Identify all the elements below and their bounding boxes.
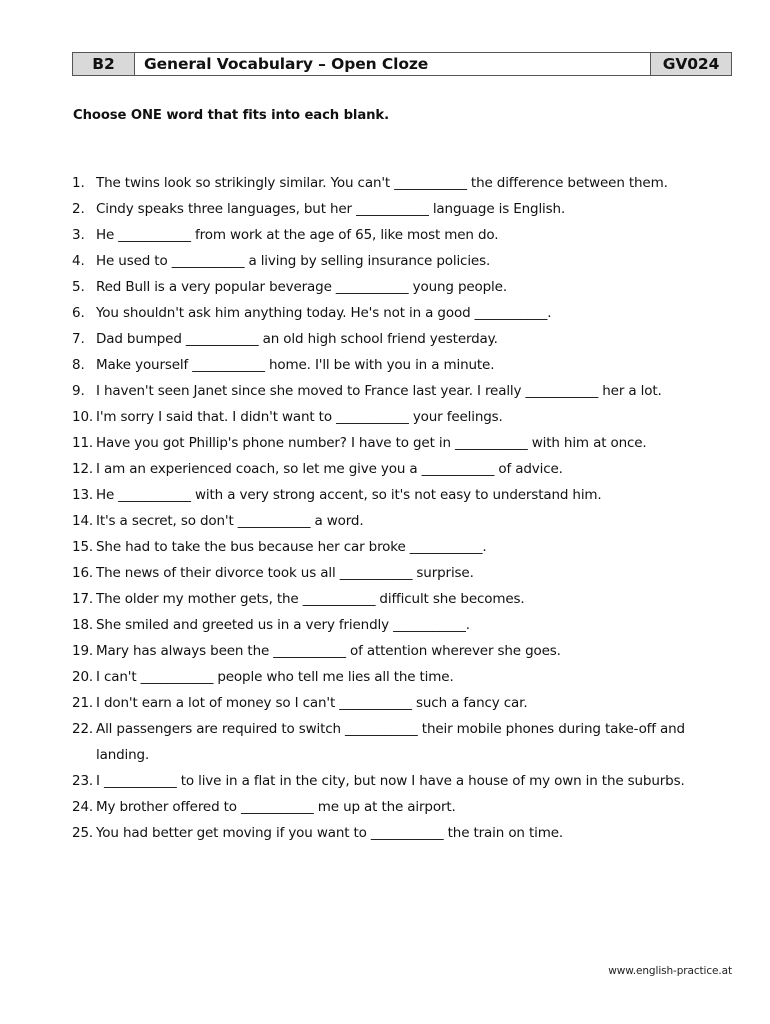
item-sentence: He used to ___________ a living by selling insurance policies.: [96, 253, 491, 269]
item-number: 16.: [72, 565, 94, 581]
level-cell: B2: [73, 53, 135, 75]
item-sentence: You had better get moving if you want to ___________ the train on time.: [96, 825, 564, 841]
worksheet-code: GV024: [651, 53, 731, 75]
item-number: 17.: [72, 591, 94, 607]
item-sentence: I am an experienced coach, so let me give you a ___________ of advice.: [96, 461, 563, 477]
item-number: 15.: [72, 539, 94, 555]
item-number: 10.: [72, 409, 94, 425]
footer-url: www.english-practice.at: [608, 965, 732, 977]
exercise-item: [72, 326, 732, 352]
exercise-item: [72, 300, 732, 326]
instruction-text: Choose ONE word that fits into each blank.: [73, 108, 390, 123]
item-number: 11.: [72, 435, 94, 451]
item-number: 8.: [72, 357, 85, 373]
exercise-item: [72, 352, 732, 378]
item-sentence: I can't ___________ people who tell me lies all the time.: [96, 669, 454, 685]
item-number: 19.: [72, 643, 94, 659]
item-sentence: She had to take the bus because her car broke ___________.: [96, 539, 487, 555]
item-sentence: He ___________ with a very strong accent, so it's not easy to understand him.: [96, 487, 602, 503]
item-sentence: It's a secret, so don't ___________ a word.: [96, 513, 364, 529]
item-number: 23.: [72, 773, 94, 789]
item-sentence: Red Bull is a very popular beverage ___________ young people.: [96, 279, 507, 295]
item-sentence: I don't earn a lot of money so I can't ___________ such a fancy car.: [96, 695, 528, 711]
item-sentence: The news of their divorce took us all ___________ surprise.: [96, 565, 474, 581]
exercise-item: [72, 404, 732, 430]
item-number: 2.: [72, 201, 85, 217]
item-sentence: Cindy speaks three languages, but her ___________ language is English.: [96, 201, 566, 217]
item-number: 4.: [72, 253, 85, 269]
item-number: 9.: [72, 383, 85, 399]
item-sentence: I haven't seen Janet since she moved to France last year. I really ___________ her a lot.: [96, 383, 662, 399]
item-sentence: He ___________ from work at the age of 65, like most men do.: [96, 227, 499, 243]
exercise-item: [72, 690, 732, 716]
worksheet-title: General Vocabulary – Open Cloze: [135, 53, 651, 75]
exercise-item: [72, 430, 732, 456]
item-number: 7.: [72, 331, 85, 347]
item-sentence: I ___________ to live in a flat in the city, but now I have a house of my own in the suburbs.: [96, 773, 685, 789]
exercise-item: [72, 222, 732, 248]
exercise-item: [72, 274, 732, 300]
item-number: 20.: [72, 669, 94, 685]
item-number: 25.: [72, 825, 94, 841]
item-number: 18.: [72, 617, 94, 633]
item-number: 22.: [72, 721, 94, 737]
item-sentence: All passengers are required to switch ___________ their mobile phones during take-off and landing.: [96, 721, 685, 763]
item-number: 13.: [72, 487, 94, 503]
exercise-item: [72, 586, 732, 612]
item-number: 1.: [72, 175, 85, 191]
item-number: 24.: [72, 799, 94, 815]
exercise-item: [72, 664, 732, 690]
item-sentence: The older my mother gets, the ___________ difficult she becomes.: [96, 591, 525, 607]
item-sentence: Dad bumped ___________ an old high school friend yesterday.: [96, 331, 498, 347]
exercise-item: [72, 456, 732, 482]
item-sentence: She smiled and greeted us in a very friendly ___________.: [96, 617, 470, 633]
exercise-item: [72, 196, 732, 222]
exercise-item: [72, 508, 732, 534]
exercise-item: [72, 378, 732, 404]
item-number: 3.: [72, 227, 85, 243]
item-sentence: Make yourself ___________ home. I'll be with you in a minute.: [96, 357, 495, 373]
exercise-item: [72, 534, 732, 560]
item-number: 12.: [72, 461, 94, 477]
item-sentence: My brother offered to ___________ me up at the airport.: [96, 799, 456, 815]
exercise-item: [72, 768, 732, 794]
exercise-item: [72, 820, 732, 846]
item-sentence: The twins look so strikingly similar. You can't ___________ the difference between them.: [96, 175, 668, 191]
exercise-item: [72, 794, 732, 820]
item-number: 14.: [72, 513, 94, 529]
item-number: 6.: [72, 305, 85, 321]
item-number: 21.: [72, 695, 94, 711]
item-sentence: I'm sorry I said that. I didn't want to ___________ your feelings.: [96, 409, 503, 425]
exercise-item: [72, 170, 732, 196]
exercise-item: [72, 612, 732, 638]
exercise-item: [72, 638, 732, 664]
exercise-list: [72, 170, 732, 846]
exercise-item: [72, 716, 732, 768]
worksheet-header: [72, 52, 732, 76]
item-sentence: You shouldn't ask him anything today. He's not in a good ___________.: [96, 305, 552, 321]
item-number: 5.: [72, 279, 85, 295]
item-sentence: Have you got Phillip's phone number? I have to get in ___________ with him at once.: [96, 435, 647, 451]
exercise-item: [72, 560, 732, 586]
item-sentence: Mary has always been the ___________ of attention wherever she goes.: [96, 643, 561, 659]
exercise-item: [72, 482, 732, 508]
exercise-item: [72, 248, 732, 274]
